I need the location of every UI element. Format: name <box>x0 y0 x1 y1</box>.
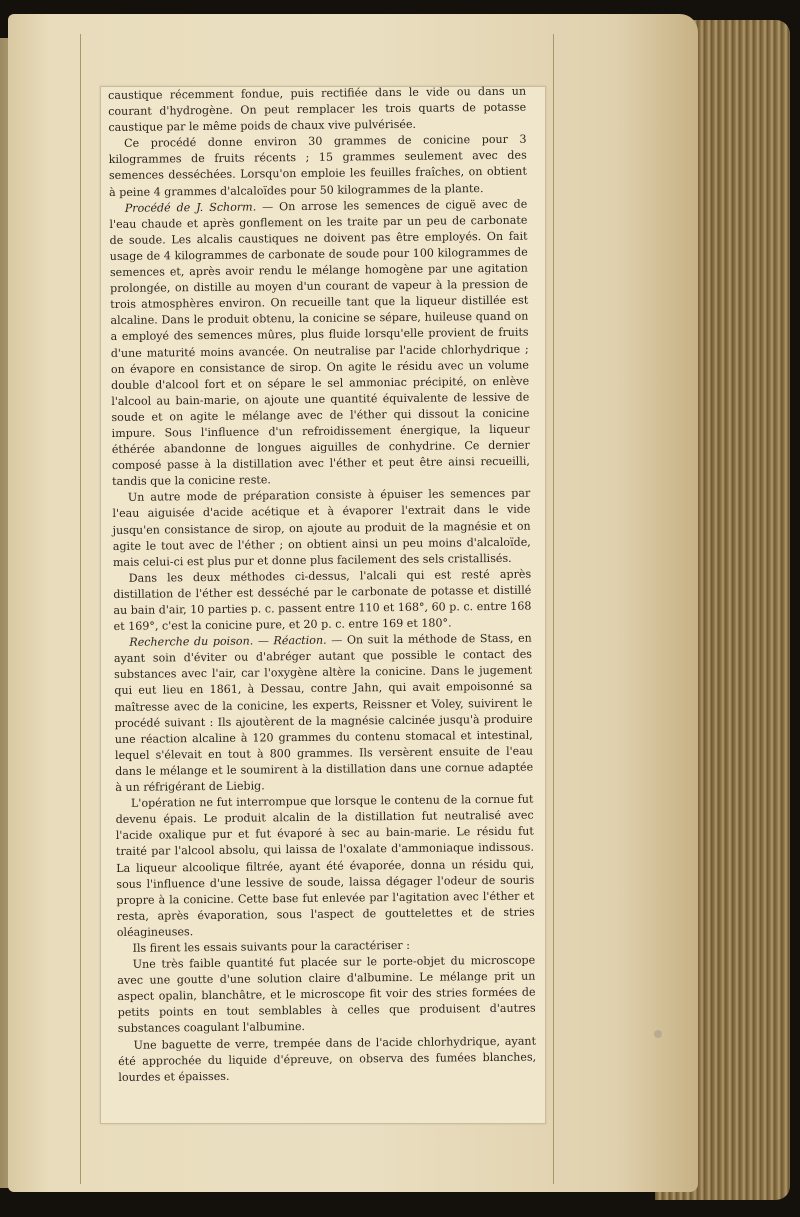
paragraph: Une très faible quantité fut placée sur le porte-objet du microscope avec une goutte d'une solution claire d'albumine. Le mélange prit un aspect opalin, blanchâtre, et le microscope fit voir des stries formées de petits points en tout semblables à celles que produisent d'autres substances coagulant l'albumine. <box>117 953 536 1036</box>
section-heading: Procédé de J. Schorm. <box>124 200 257 215</box>
page-spot <box>654 1030 662 1038</box>
paragraph: Une baguette de verre, trempée dans de l'acide chlorhydrique, ayant été approchée du liquide d'épreuve, on observa des fumées blanches, lourdes et épaisses. <box>118 1034 537 1084</box>
paragraph: Ils firent les essais suivants pour la caractériser : <box>132 938 411 955</box>
paragraph: Recherche du poison. — Réaction. — On suit la méthode de Stass, en ayant soin d'éviter ou d'abréger autant que possible le contact des substances avec l'air, car l'oxygène altère la conicine. Dans le jugement qui eut lieu en 1861, à Dessau, contre Jahn, qui avait empoisonné sa maîtresse avec de la conicine, les experts, Reissner et Voley, suivirent le procédé suivant : Ils ajoutèrent de la magnésie calcinée jusqu'à produire une réaction alcaline à 120 grammes du contenu stomacal et intestinal, lequel s'élevait en tout à 800 grammes. Ils versèrent ensuite de l'eau dans le mélange et le soumirent à la distillation dans une cornue adaptée à un réfrigérant de Liebig. <box>113 631 534 794</box>
body-text <box>108 84 536 1086</box>
section-heading: Recherche du poison. — Réaction. <box>129 633 327 649</box>
paragraph: Procédé de J. Schorm. — On arrose les semences de ciguë avec de l'eau chaude et après gonflement on les traite par un peu de carbonate de soude. Les alcalis caustiques ne doivent pas être employés. On fait usage de 4 kilogrammes de carbonate de soude pour 100 kilogrammes de semences et, après avoir rendu le mélange homogène par une agitation prolongée, on distille au moyen d'un courant de vapeur à la pression de trois atmosphères environ. On recueille tant que la liqueur distillée est alcaline. Dans le produit obtenu, la conicine se sépare, huileuse quand on a employé des semences mûres, plus fluide lorsqu'elle provient de fruits d'une maturité moins avancée. On neutralise par l'acide chlorhydrique ; on évapore en consistance de sirop. On agite le résidu avec un volume double d'alcool fort et on sépare le sel ammoniac précipité, on enlève l'alcool au bain-marie, on ajoute une quantité équivalente de lessive de soude et on agite le mélange avec de l'éther qui dissout la conicine impure. Sous l'influence d'un refroidissement énergique, la liqueur éthérée abandonne de longues aiguilles de conhydrine. Ce dernier composé passe à la distillation avec l'éther et peut être ainsi recueilli, tandis que la conicine reste. <box>109 197 530 489</box>
paragraph: Un autre mode de préparation consiste à épuiser les semences par l'eau aiguisée d'acide acétique et à évaporer l'extrait dans le vide jusqu'en consistance de sirop, on ajoute au produit de la magnésie et on agite le tout avec de l'éther ; on obtient ainsi un peu moins d'alcaloïde, mais celui-ci est plus pur et donne plus facilement des sels cristallisés. <box>112 486 531 569</box>
paragraph: Ce procédé donne environ 30 grammes de conicine pour 3 kilogrammes de fruits récents ; 15 grammes seulement avec des semences desséchées. Lorsqu'on emploie les feuilles fraîches, on obtient à peine 4 grammes d'alcaloïdes pour 50 kilogrammes de la plante. <box>108 132 527 199</box>
paragraph: Dans les deux méthodes ci-dessus, l'alcali qui est resté après distillation de l'éther est desséché par le carbonate de potasse et distillé au bain d'air, 10 parties p. c. passent entre 110 et 168°, 60 p. c. entre 168 et 169°, c'est la conicine pure, et 20 p. c. entre 169 et 180°. <box>113 567 532 634</box>
paragraph: L'opération ne fut interrompue que lorsque le contenu de la cornue fut devenu épais. Le produit alcalin de la distillation fut neutralisé avec l'acide oxalique pur et fut évaporé à sec au bain-marie. Le résidu fut traité par l'alcool absolu, qui laissa de l'oxalate d'ammoniaque indissous. La liqueur alcoolique filtrée, ayant été évaporée, donna un résidu qui, sous l'influence d'une lessive de soude, laissa dégager l'odeur de souris propre à la conicine. Cette base fut enlevée par l'agitation avec l'éther et resta, après évaporation, sous l'aspect de gouttelettes et de stries oléagineuses. <box>115 792 535 939</box>
paragraph: caustique récemment fondue, puis rectifiée dans le vide ou dans un courant d'hydrogène. On peut remplacer les trois quarts de potasse caustique par le même poids de chaux vive pulvérisée. <box>108 84 527 135</box>
margin-line-left <box>80 34 81 1184</box>
margin-line-right <box>553 34 554 1184</box>
